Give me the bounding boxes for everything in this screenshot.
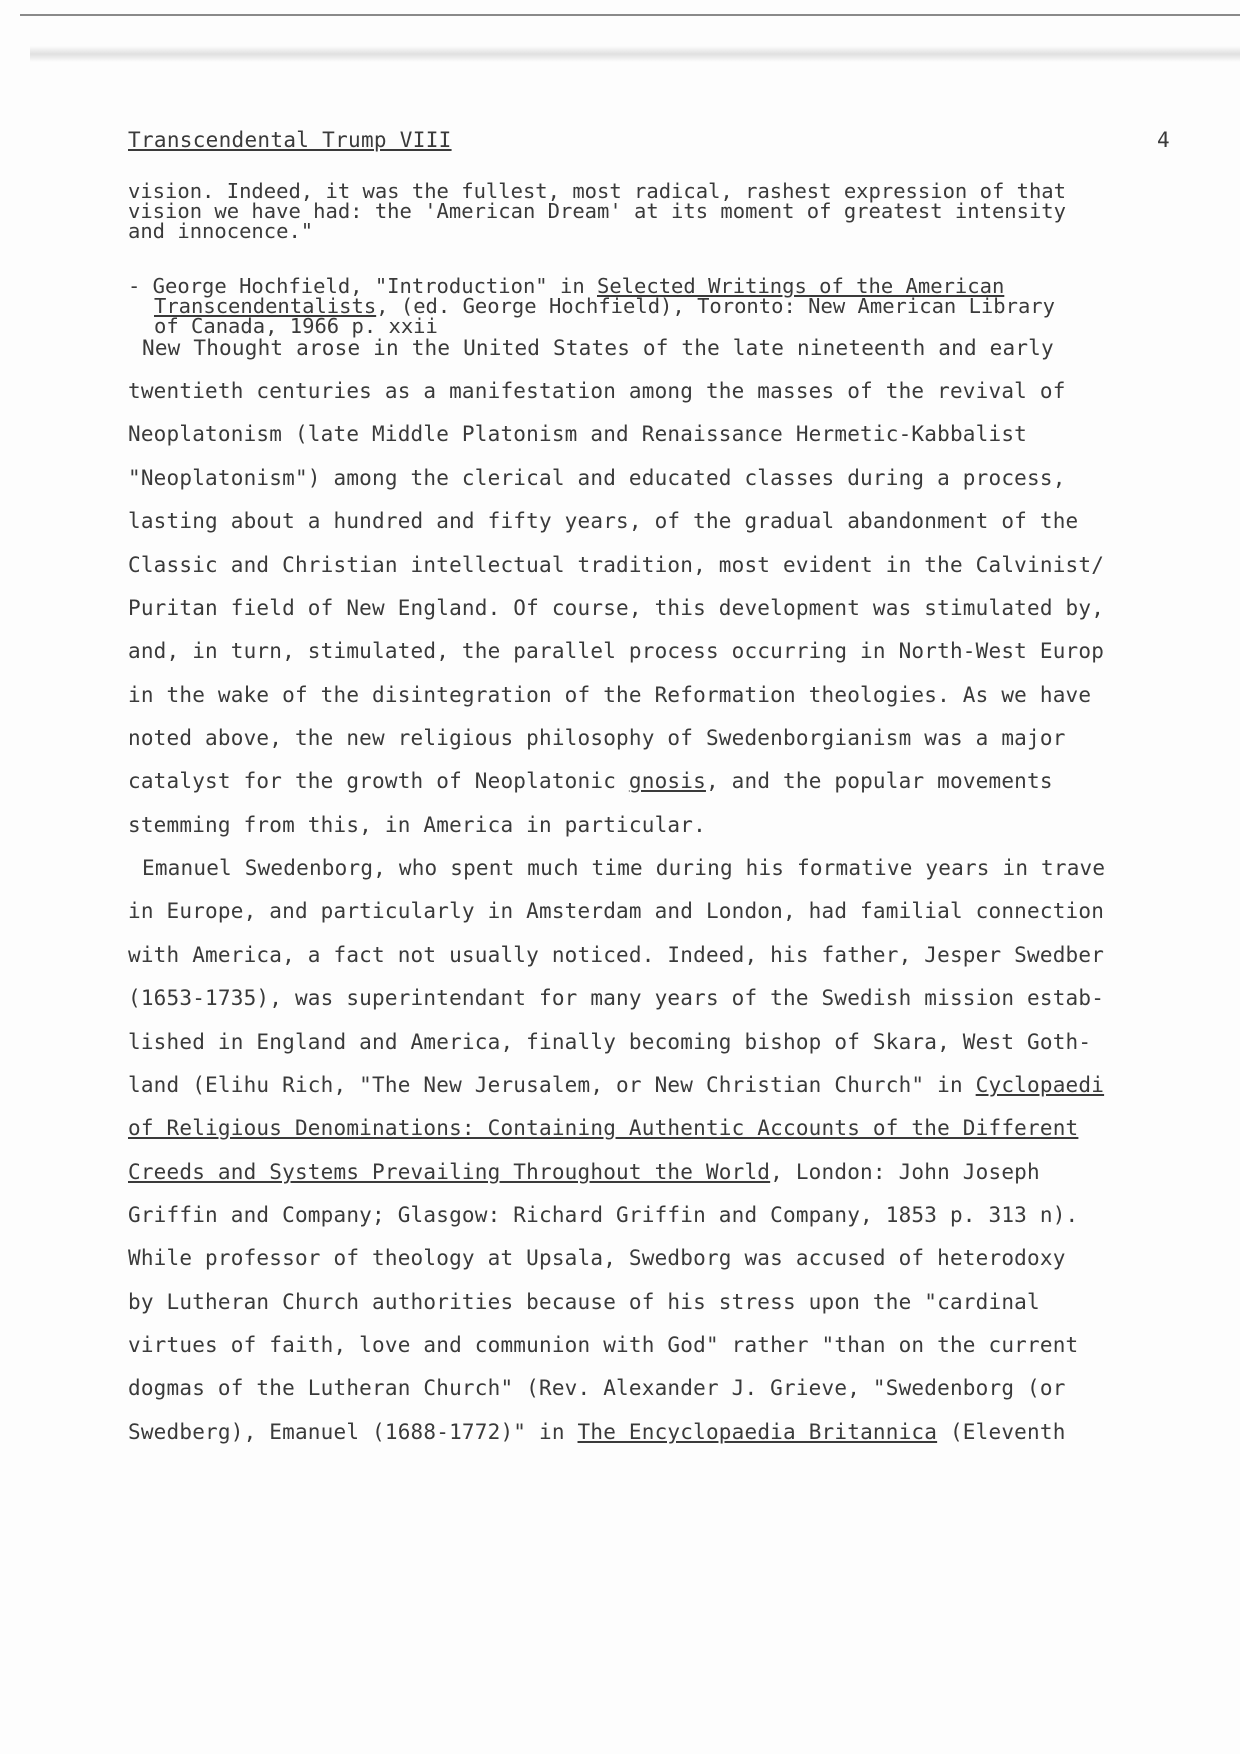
body-line: Emanuel Swedenborg, who spent much time during his formative years in trave: [142, 856, 1106, 880]
epigraph-quote: [128, 181, 1228, 241]
body-line: by Lutheran Church authorities because of his stress upon the "cardinal: [128, 1290, 1040, 1314]
reference-title: of Religious Denominations: Containing Authentic Accounts of the Different: [128, 1116, 1079, 1140]
citation-line-2: [128, 296, 1228, 316]
header-title: Transcendental Trump VIII: [128, 128, 452, 152]
body-line: dogmas of the Lutheran Church" (Rev. Alexander J. Grieve, "Swedenborg (or: [128, 1376, 1066, 1400]
body-line: [128, 1160, 1040, 1184]
body-line: "Neoplatonism") among the clerical and educated classes during a process,: [128, 466, 1066, 490]
citation-prefix: - George Hochfield, "Introduction" in: [128, 274, 597, 298]
body-line: While professor of theology at Upsala, Swedborg was accused of heterodoxy: [128, 1246, 1066, 1270]
emphasized-term: gnosis: [628, 769, 706, 793]
body-line: [128, 769, 1053, 793]
body-line: (1653-1735), was superintendant for many years of the Swedish mission estab-: [128, 986, 1105, 1010]
body-line: [128, 1073, 1104, 1097]
reference-title: Cyclopaedi: [975, 1073, 1105, 1097]
body-text: (Eleventh: [937, 1420, 1066, 1444]
body-text: Swedberg), Emanuel (1688-1772)" in: [128, 1420, 578, 1444]
body-line: [128, 1116, 1078, 1140]
top-edge-rule: [20, 14, 1240, 16]
quote-line: vision we have had: the 'American Dream' at its moment of greatest intensity: [128, 199, 1066, 223]
page-number: 4: [1157, 128, 1170, 152]
citation-line-1: [128, 276, 1228, 296]
body-line: Neoplatonism (late Middle Platonism and Renaissance Hermetic-Kabbalist: [128, 422, 1028, 446]
citation-book-title-cont: Transcendentalists: [154, 294, 377, 318]
body-line: [128, 1420, 1066, 1444]
body-line: with America, a fact not usually noticed. Indeed, his father, Jesper Swedber: [128, 943, 1105, 967]
body-line: Griffin and Company; Glasgow: Richard Griffin and Company, 1853 p. 313 n).: [128, 1203, 1079, 1227]
body-line: lasting about a hundred and fifty years, of the gradual abandonment of the: [128, 509, 1079, 533]
citation-publisher: , (ed. George Hochfield), Toronto: New American Library: [376, 294, 1055, 318]
body-line: lished in England and America, finally becoming bishop of Skara, West Goth-: [128, 1030, 1092, 1054]
body-text: , London: John Joseph: [770, 1160, 1040, 1184]
body-line: noted above, the new religious philosophy of Swedenborgianism was a major: [128, 726, 1066, 750]
quote-line: and innocence.": [128, 219, 314, 243]
body-line: in Europe, and particularly in Amsterdam and London, had familial connection: [128, 899, 1105, 923]
citation-book-title: Selected Writings of the American: [597, 274, 1005, 298]
body-line: and, in turn, stimulated, the parallel process occurring in North-West Europ: [128, 639, 1105, 663]
body-line: twentieth centuries as a manifestation among the masses of the revival of: [128, 379, 1066, 403]
body-line: virtues of faith, love and communion with God" rather "than on the current: [128, 1333, 1079, 1357]
reference-title: The Encyclopaedia Britannica: [577, 1420, 938, 1444]
scan-artifact-band: [30, 46, 1240, 62]
reference-title: Creeds and Systems Prevailing Throughout the World: [128, 1160, 771, 1184]
body-line: Classic and Christian intellectual tradition, most evident in the Calvinist/: [128, 553, 1105, 577]
running-header: [128, 128, 1198, 152]
body-text: , and the popular movements: [705, 769, 1053, 793]
epigraph-citation: [128, 276, 1228, 336]
citation-line-3: of Canada, 1966 p. xxii: [154, 314, 438, 338]
body-text: catalyst for the growth of Neoplatonic: [128, 769, 629, 793]
body-line: Puritan field of New England. Of course, this development was stimulated by,: [128, 596, 1105, 620]
body-text: land (Elihu Rich, "The New Jerusalem, or New Christian Church" in: [128, 1073, 976, 1097]
body-line: stemming from this, in America in particular.: [128, 813, 706, 837]
quote-line: vision. Indeed, it was the fullest, most radical, rashest expression of that: [128, 179, 1066, 203]
body-line: New Thought arose in the United States of the late nineteenth and early: [142, 336, 1054, 360]
body-line: in the wake of the disintegration of the Reformation theologies. As we have: [128, 683, 1092, 707]
